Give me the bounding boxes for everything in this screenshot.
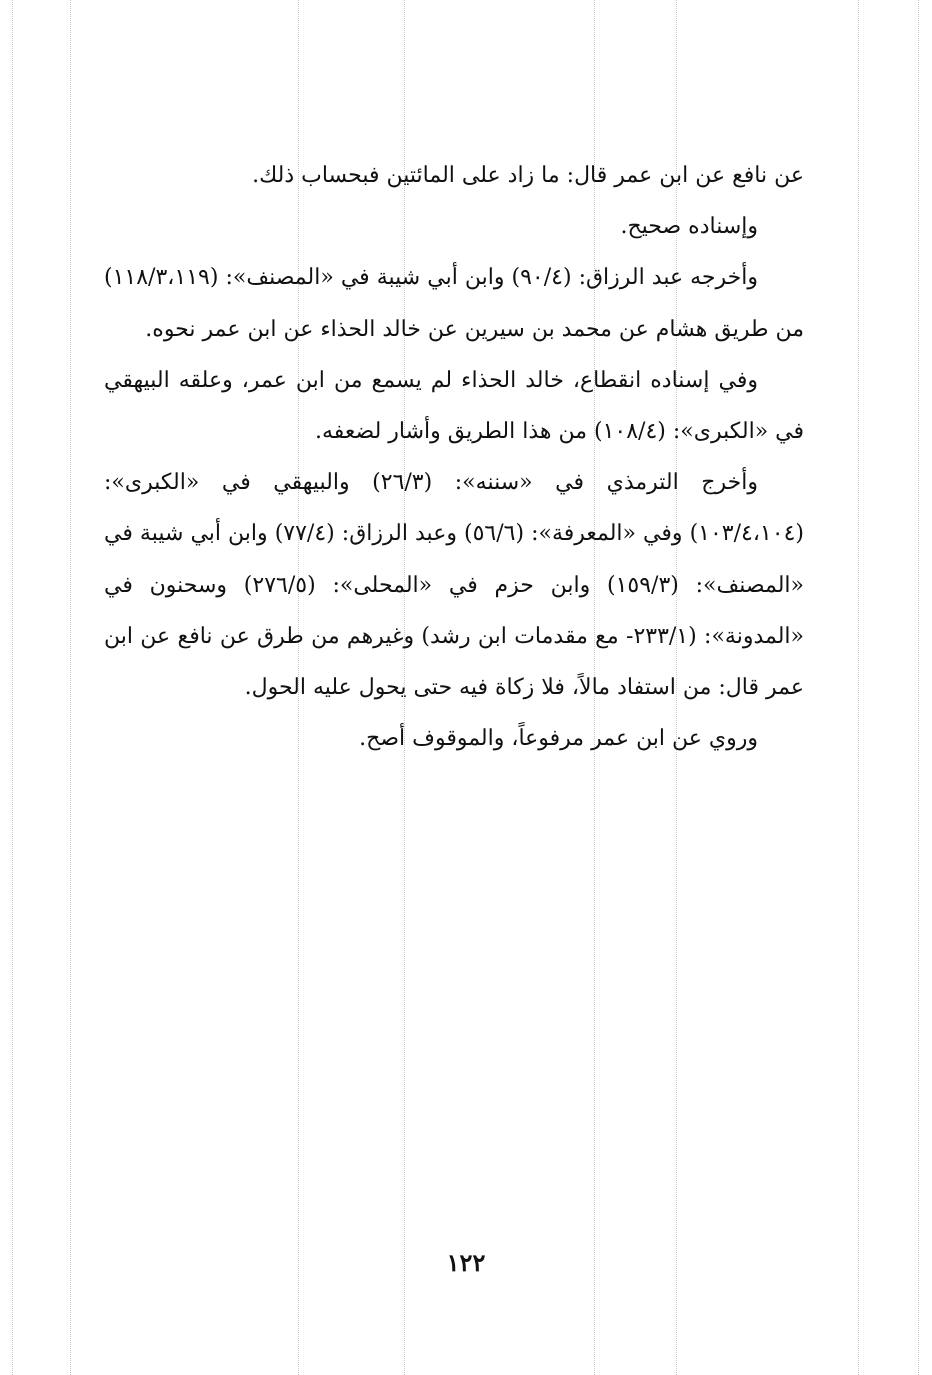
paragraph: وروي عن ابن عمر مرفوعاً، والموقوف أصح. [359, 726, 758, 752]
paragraph: وأخرج الترمذي في «سننه»: (٢٦/٣) والبيهقي في «الكبرى»: (١٠٣/٤،١٠٤) وفي «المعرفة»: (٥٦/٦) وعبد الرزاق: (٧٧/٤) وابن أبي شيبة في «المصنف»: (١٥٩/٣) وابن حزم في «المحلى»: (٢٧٦/٥) وسحنون في «المدونة»: (٢٣٣/١- مع مقدمات ابن رشد) وغيرهم من طرق عن نافع عن ابن عمر قال: من استفاد مالاً، فلا زكاة فيه حتى يحول عليه الحول. [104, 470, 805, 701]
scan-guide-line [918, 0, 919, 1375]
scan-guide-line [12, 0, 13, 1375]
scan-guide-line [858, 0, 859, 1375]
paragraph: وإسناده صحيح. [620, 214, 758, 240]
paragraph: عن نافع عن ابن عمر قال: ما زاد على المائتين فبحساب ذلك. [252, 163, 804, 188]
body-text [104, 150, 804, 764]
scan-guide-line [70, 0, 71, 1375]
paragraph: وفي إسناده انقطاع، خالد الحذاء لم يسمع من ابن عمر، وعلقه البيهقي في «الكبرى»: (١٠٨/٤) من هذا الطريق وأشار لضعفه. [104, 367, 804, 445]
paragraph: وأخرجه عبد الرزاق: (٩٠/٤) وابن أبي شيبة في «المصنف»: (١١٨/٣،١١٩) من طريق هشام عن محمد بن سيرين عن خالد الحذاء عن ابن عمر نحوه. [104, 265, 804, 342]
page-number: ١٢٢ [446, 1248, 486, 1277]
